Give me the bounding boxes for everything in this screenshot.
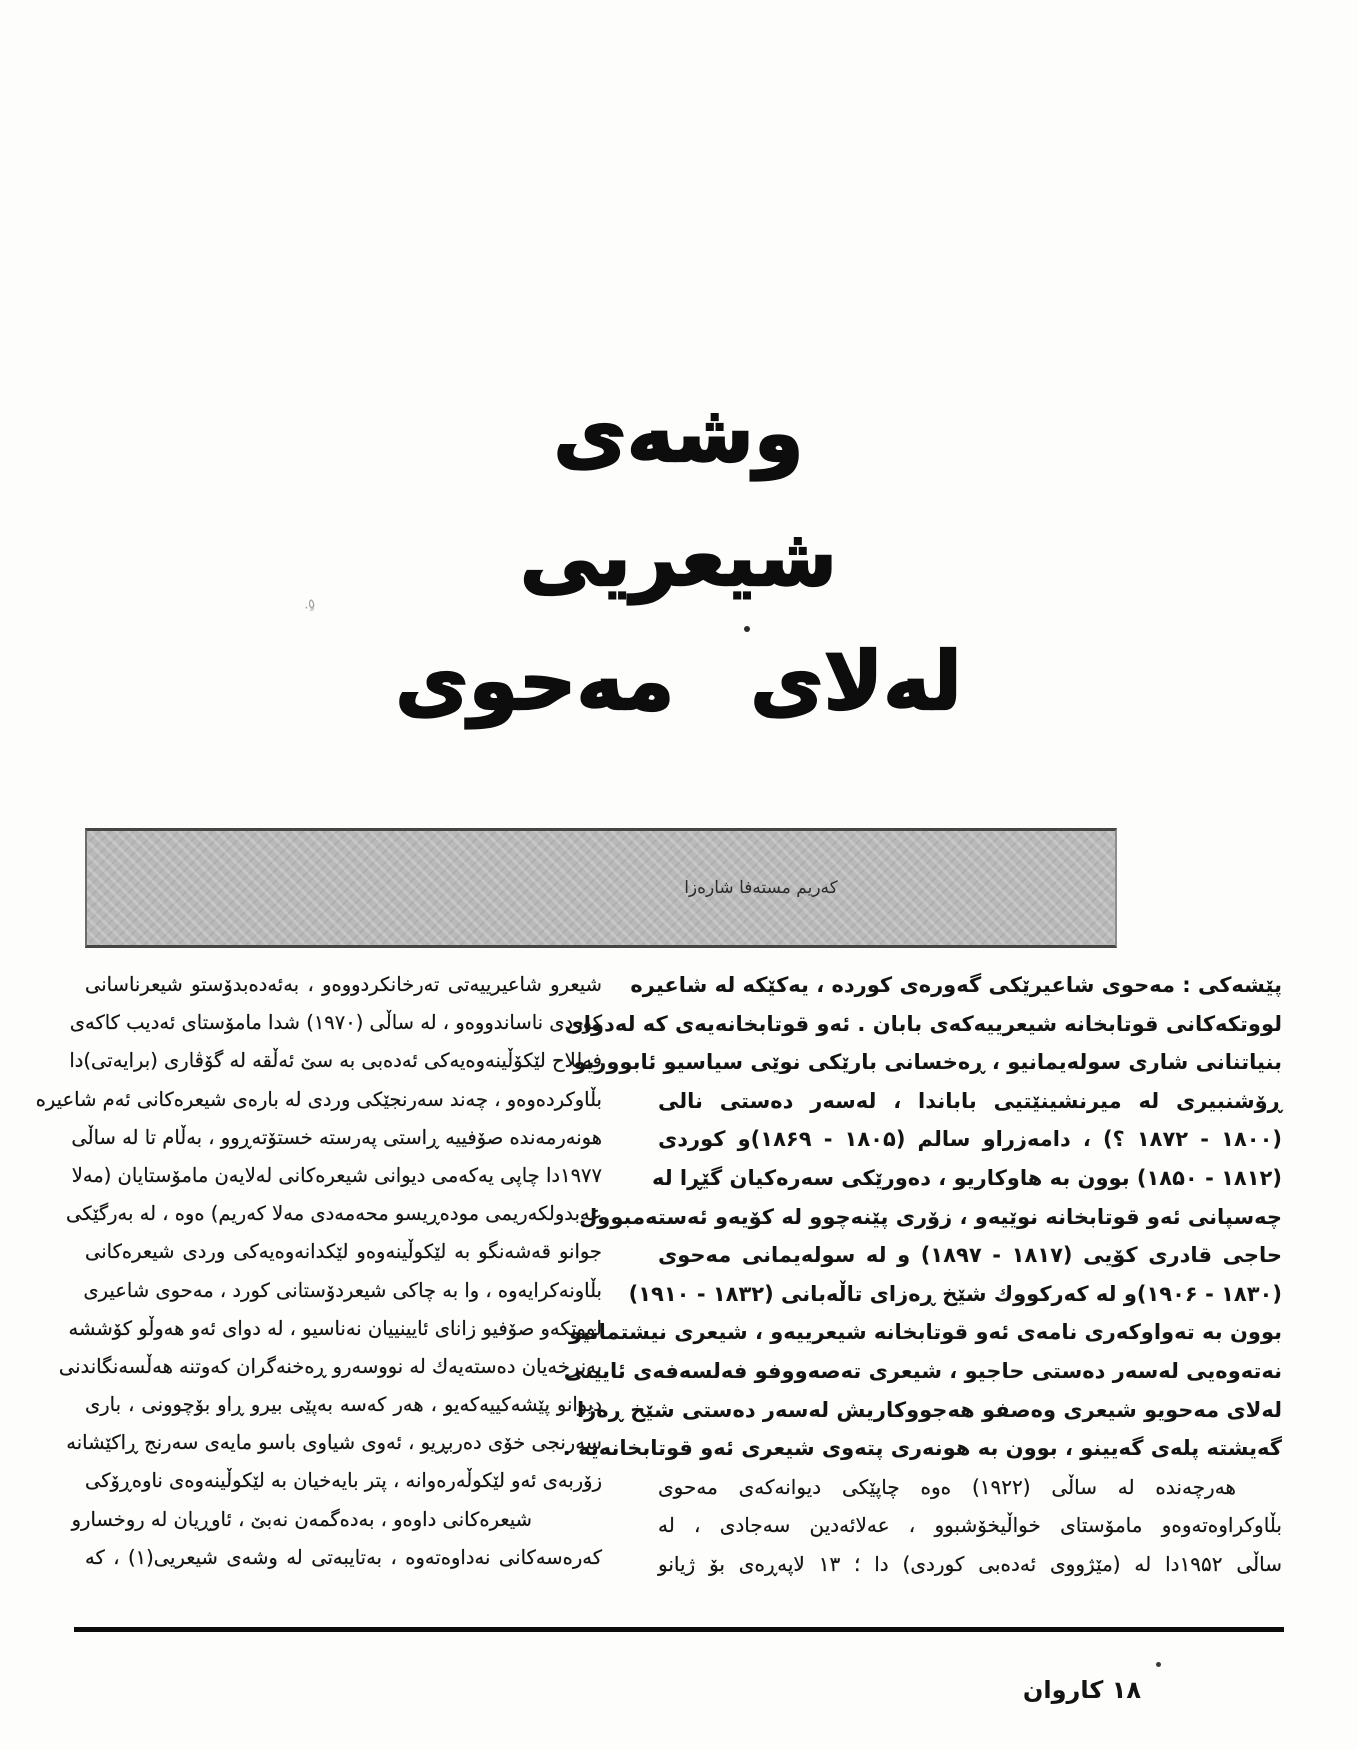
title-line-1: وشەی: [553, 387, 804, 480]
text-line: سەرنجی خۆی دەربڕیو ، ئەوی شیاوی باسو مایەی سەرنج ڕاکێشانە: [66, 1431, 602, 1455]
continuation-column: [35, 966, 602, 1577]
footer-rule: [74, 1627, 1284, 1632]
text-line: شیعرو شاعیرییەتی تەرخانکردووەو ، بەئەدەبدۆستو شیعرناسانی: [85, 973, 602, 996]
author-byline: کەریم مستەفا شارەزا: [684, 878, 838, 898]
byline-wrap: [247, 831, 1275, 945]
author-banner: [85, 828, 1117, 948]
text-line: ساڵی ۱۹۵۲دا لە (مێژووی ئەدەبی کوردی) دا ؛ ۱۳ لاپەڕەی بۆ ژیانو: [658, 1551, 1282, 1576]
text-line: بوون بە تەواوکەری نامەی ئەو قوتابخانە شیعرییەو ، شیعری نیشتمانیو: [568, 1320, 1282, 1345]
text-line: زۆربەی ئەو لێکوڵەرەوانە ، پتر بایەخیان بە لێکوڵینەوەی ناوەڕۆکی: [85, 1469, 602, 1493]
text-line: ڕۆشنبیری لە میرنشینێتیی باباندا ، لەسەر دەستی نالی: [658, 1088, 1282, 1113]
text-line: (۱۸۱۲ - ۱۸۵۰) بوون بە هاوکاریو ، دەورێکی سەرەکیان گێڕا لە: [652, 1165, 1282, 1190]
text-line: بەنرخەیان دەستەیەك لە نووسەرو ڕەخنەگران کەوتنە هەڵسەنگاندنی: [58, 1354, 602, 1378]
title-line-2: شیعریی: [519, 511, 838, 604]
article-title: [0, 372, 1357, 744]
page-number-label: ۱۸ کاروان: [1022, 1676, 1141, 1704]
text-line: کەرەسەکانی نەداوەتەوە ، بەتایبەتی لە وشەی شیعریی(۱) ، کە: [85, 1545, 602, 1569]
text-line: (۱۸۳۰ - ۱۹۰۶)و لە کەرکووك شێخ ڕەزای تاڵەبانی (۱۸۳۲ - ۱۹۱۰): [628, 1281, 1282, 1306]
text-line: لووتکەو صۆفیو زانای ئایینییان نەناسیو ، لە دوای ئەو هەوڵو کۆششە: [68, 1316, 602, 1340]
text-line: هونەرمەندە صۆفییە ڕاستی پەرستە خستۆتەڕوو ، بەڵام تا لە ساڵی: [71, 1125, 602, 1149]
text-line: شیعرەکانی داوەو ، بەدەگمەن نەبێ ، ئاوڕیان لە روخسارو: [71, 1507, 532, 1531]
text-line: بڵاونەکرایەوە ، وا بە چاکی شیعردۆستانی کورد ، مەحوی شاعیری: [83, 1278, 602, 1302]
scan-artifact: [1156, 1662, 1161, 1667]
text-line: حاجی قادری کۆیی (۱۸۱۷ - ۱۸۹۷) و لە سولەیمانی مەحوی: [658, 1243, 1282, 1268]
text-line: گەیشتە پلەی گەیینو ، بوون بە هونەری پتەوی شیعری ئەو قوتابخانەیە .: [562, 1436, 1282, 1461]
text-line: عەبدولکەریمی مودەڕیسو محەمەدی مەلا کەریم) ەوە ، لە بەرگێکی: [65, 1202, 602, 1226]
text-line: دیوانو پێشەکییەکەیو ، هەر کەسە بەپێی بیرو ڕاو بۆچوونی ، باری: [85, 1393, 602, 1417]
text-line: جوانو قەشەنگو بە لێکوڵینەوەو لێکدانەوەیەکی وردی شیعرەکانی: [85, 1240, 602, 1264]
text-line: چەسپانی ئەو قوتابخانە نوێیەو ، زۆری پێنەچوو لە کۆیەو ئەستەمبوول: [579, 1204, 1282, 1229]
text-line: هەرچەندە لە ساڵی (۱۹۲۲) ەوە چاپێکی دیوانەکەی مەحوی: [658, 1474, 1236, 1499]
text-line: بڵاوکردەوەو ، چەند سەرنجێکی وردی لە بارەی شیعرەکانی ئەم شاعیرە: [35, 1087, 602, 1111]
intro-column: [562, 966, 1283, 1584]
text-line: لووتکەکانی قوتابخانە شیعرییەکەی بابان . ئەو قوتابخانەیەی کە لەدوای: [564, 1011, 1282, 1036]
text-line: فەللاح لێکۆڵینەوەیەکی ئەدەبی بە سێ ئەڵقە لە گۆڤاری (برایەتی)دا: [69, 1049, 602, 1073]
title-line-3: لەلای مەحوی: [395, 635, 962, 728]
text-line: ۱۹۷۷دا چاپی یەکەمی دیوانی شیعرەکانی لەلایەن مامۆستایان (مەلا: [71, 1163, 602, 1187]
text-line: بڵاوکراوەتەوەو مامۆستای خواڵیخۆشبوو ، عەلائەدین سەجادی ، لە: [658, 1513, 1282, 1538]
scan-artifact: .ٍ٥: [303, 596, 317, 613]
text-line: (۱۸۰۰ - ۱۸۷۲ ؟) ، دامەزراو سالم (۱۸۰۵ - ۱۸۶۹)و کوردی: [658, 1127, 1283, 1152]
text-line: نەتەوەیی لەسەر دەستی حاجیو ، شیعری تەصەووفو فەلسەفەی ئایینی: [563, 1358, 1282, 1383]
text-line: کوردی ناساندووەو ، لە ساڵی (۱۹۷۰) شدا مامۆستای ئەدیب کاکەی: [69, 1011, 602, 1035]
scan-artifact: [744, 626, 750, 632]
text-line: بنیاتنانی شاری سولەیمانیو ، ڕەخسانی بارێکی نوێی سیاسیو ئابووریو: [573, 1050, 1282, 1075]
text-line: پێشەکی : مەحوی شاعیرێکی گەورەی کوردە ، یەکێکە لە شاعیرە: [630, 973, 1282, 997]
text-line: لەلای مەحویو شیعری وەصفو هەجووکاریش لەسەر دەستی شێخ ڕەزا: [577, 1397, 1282, 1422]
